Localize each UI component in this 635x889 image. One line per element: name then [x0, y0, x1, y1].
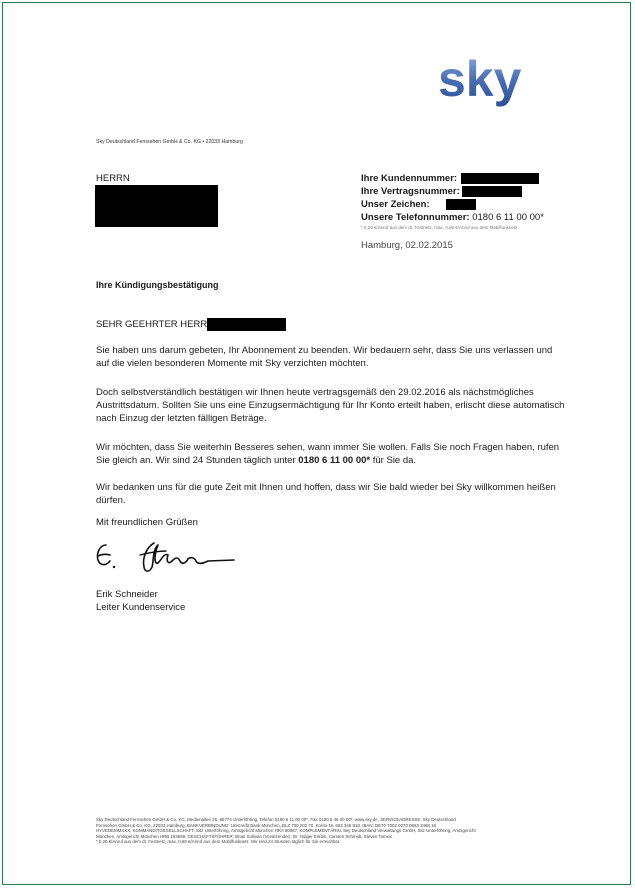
paragraph-3-text: Wir möchten, dass Sie weiterhin Besseres sehen, wann immer Sie wollen. Falls Sie noch Fragen haben, rufen Sie gleich an. Wir sind 24 Stunden täglich unter — [96, 442, 560, 466]
body-paragraph-1: Sie haben uns darum gebeten, Ihr Abonnement zu beenden. Wir bedauern sehr, dass Sie uns verlassen und auf die vielen besonderen Momente mit Sky verzichten möchten. — [96, 345, 553, 369]
recipient-salutation: HERRN — [96, 173, 130, 184]
body-paragraph-4: Wir bedanken uns für die gute Zeit mit Ihnen und hoffen, dass wir Sie bald wieder bei Sky willkommen heißen dürfen. — [96, 482, 556, 506]
hotline-number: 0180 6 11 00 00* — [298, 454, 371, 466]
phone-note: * 0,20 €/Anruf aus dem dt. Festnetz, max. 0,60 €/Anruf aus dem Mobilfunknetz — [361, 225, 518, 230]
footer-line: Fernsehen GmbH & Co. KG, 22033 Hamburg, BANKVERBINDUNG: UniCredit Bank München, BLZ 700 202 70, Konto-Nr. 663 346 818, IBAN: DE70 7002 0270 0663 3468 18 — [96, 822, 436, 828]
footer-line: HYVEDEMMXXX, KOMMANDITGESELLSCHAFT: Sitz Unterföhring, Amtsgericht München HRA 90087, KOMPLEMENTÄRIN: Sky Deutschland Verwaltungs GmbH, Sitz Unterföhring, Amtsgericht — [96, 828, 476, 834]
contract-number-label: Ihre Vertragsnummer: — [361, 186, 460, 197]
legal-footer — [96, 817, 561, 845]
reference-label: Unser Zeichen: — [361, 199, 430, 210]
footer-line: München, Amtsgericht München HRB 193659, GESCHÄFTSFÜHRER: Brian Sullivan (Vorsitzender), Dr. Holger Enßlin, Carsten Schmidt, Steven Tomsic — [96, 833, 393, 839]
customer-number-label: Ihre Kundennummer: — [361, 173, 458, 184]
handwritten-signature — [92, 533, 242, 583]
phone-value: 0180 6 11 00 00* — [472, 212, 544, 223]
letter-greeting: SEHR GEEHRTER HERR — [96, 319, 208, 330]
closing-phrase: Mit freundlichen Grüßen — [96, 517, 198, 528]
name-redaction — [207, 318, 286, 331]
footer-line: * 0,20 €/Anruf aus dem dt. Festnetz, max. 0,60 €/Anruf aus dem Mobilfunknetz. Wir sind 24 Stunden täglich für Sie erreichbar. — [96, 839, 341, 845]
sky-logo — [436, 52, 536, 110]
logo-text: sky — [438, 52, 522, 107]
signer-name: Erik Schneider — [96, 589, 158, 600]
sender-line: Sky Deutschland Fernsehen GmbH & Co. KG • 22033 Hamburg — [96, 139, 243, 145]
footer-line: Sky Deutschland Fernsehen GmbH & Co. KG, Medienallee 26, 85774 Unterföhring, Telefon 0180 6 11 00 00*, Fax 0180 5 46 00 00*, www.sky.de, SERVICEADRESSE: Sky Deutschland — [96, 817, 456, 822]
reference-redaction — [446, 199, 476, 210]
phone-label: Unsere Telefonnummer: — [361, 212, 470, 223]
paragraph-3-text-end: für Sie da. — [370, 454, 417, 466]
contract-number-redaction — [462, 186, 522, 197]
recipient-address-redaction — [95, 185, 218, 227]
customer-number-redaction — [461, 173, 539, 184]
letter-subject: Ihre Kündigungsbestätigung — [96, 280, 219, 290]
signer-title: Leiter Kundenservice — [96, 602, 186, 613]
body-paragraph-3 — [96, 442, 566, 468]
body-paragraph-2: Doch selbstverständlich bestätigen wir Ihnen heute vertragsgemäß den 29.02.2016 als nächstmögliches Austrittsdatum. Sollten Sie uns eine Einzugsermächtigung für Ihr Konto erteilt haben, erlischt diese automatisch nach Einzug der letzten fälligen Beträge. — [96, 387, 565, 424]
phone-row — [361, 211, 544, 224]
letter-date: Hamburg, 02.02.2015 — [361, 240, 453, 251]
